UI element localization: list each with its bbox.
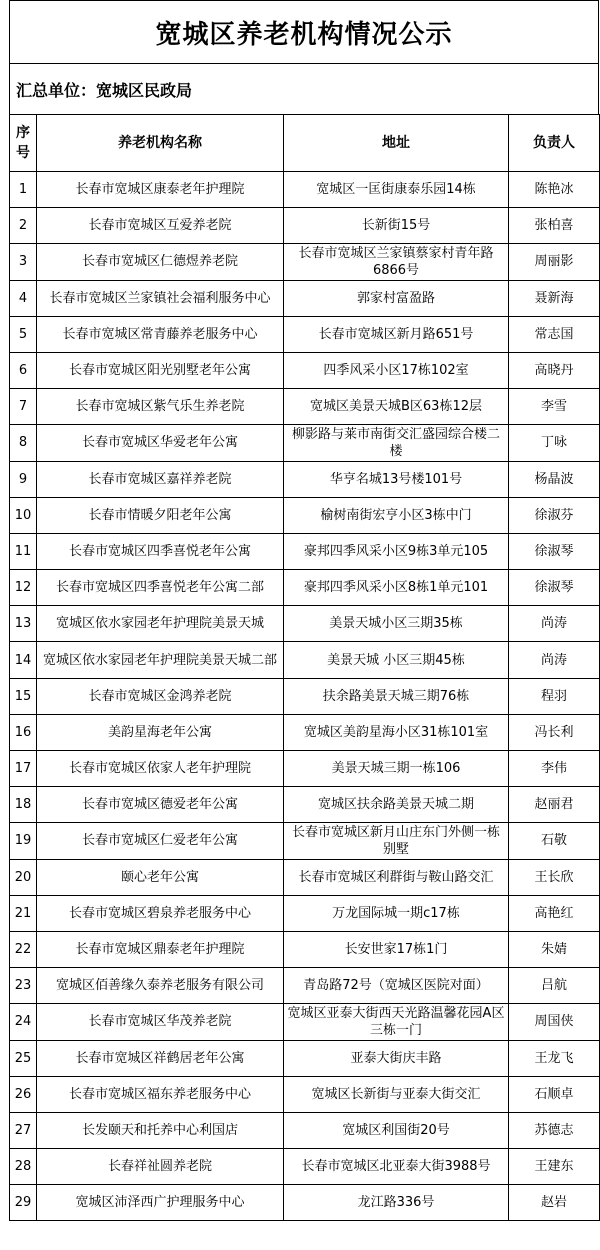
table-row — [10, 533, 600, 569]
cell-address: 长新街15号 — [284, 208, 509, 244]
notice-sheet — [9, 0, 599, 1221]
cell-name: 长春市宽城区四季喜悦老年公寓二部 — [37, 570, 284, 606]
table-row — [10, 1040, 600, 1076]
table-row — [10, 570, 600, 606]
cell-responsible: 陈艳冰 — [509, 172, 600, 208]
cell-responsible: 苏德志 — [509, 1112, 600, 1148]
cell-responsible: 赵丽君 — [509, 787, 600, 823]
cell-responsible: 高艳红 — [509, 895, 600, 931]
cell-name: 长春市宽城区华茂养老院 — [37, 1004, 284, 1040]
cell-seq: 16 — [10, 714, 37, 750]
header-address: 地址 — [284, 115, 509, 172]
cell-address: 龙江路336号 — [284, 1185, 509, 1221]
table-row — [10, 1076, 600, 1112]
cell-responsible: 李伟 — [509, 751, 600, 787]
cell-name: 宽城区依水家园老年护理院美景天城二部 — [37, 642, 284, 678]
cell-responsible: 杨晶波 — [509, 461, 600, 497]
cell-address: 扶余路美景天城三期76栋 — [284, 678, 509, 714]
cell-address: 长春市宽城区兰家镇蔡家村青年路6866号 — [284, 244, 509, 280]
table-row — [10, 389, 600, 425]
cell-responsible: 程羽 — [509, 678, 600, 714]
table-row — [10, 1004, 600, 1040]
cell-responsible: 丁咏 — [509, 425, 600, 461]
cell-name: 长春市宽城区金鸿养老院 — [37, 678, 284, 714]
cell-responsible: 石顺卓 — [509, 1076, 600, 1112]
title-row — [9, 0, 599, 63]
cell-name: 长春市宽城区兰家镇社会福利服务中心 — [37, 280, 284, 316]
cell-responsible: 王建东 — [509, 1149, 600, 1185]
cell-responsible: 周丽影 — [509, 244, 600, 280]
cell-seq: 22 — [10, 931, 37, 967]
cell-seq: 15 — [10, 678, 37, 714]
cell-responsible: 李雪 — [509, 389, 600, 425]
cell-seq: 6 — [10, 352, 37, 388]
cell-responsible: 张柏喜 — [509, 208, 600, 244]
table-row — [10, 968, 600, 1004]
cell-address: 宽城区长新街与亚泰大街交汇 — [284, 1076, 509, 1112]
table-row — [10, 642, 600, 678]
page-title: 宽城区养老机构情况公示 — [155, 19, 453, 50]
header-responsible: 负责人 — [509, 115, 600, 172]
cell-name: 长春市宽城区阳光别墅老年公寓 — [37, 352, 284, 388]
cell-seq: 23 — [10, 968, 37, 1004]
cell-seq: 21 — [10, 895, 37, 931]
cell-name: 长春市情暖夕阳老年公寓 — [37, 497, 284, 533]
cell-seq: 3 — [10, 244, 37, 280]
cell-seq: 2 — [10, 208, 37, 244]
cell-address: 宽城区美韵星海小区31栋101室 — [284, 714, 509, 750]
cell-address: 美景天城 小区三期45栋 — [284, 642, 509, 678]
cell-address: 宽城区利国街20号 — [284, 1112, 509, 1148]
cell-name: 长春市宽城区康泰老年护理院 — [37, 172, 284, 208]
table-row — [10, 172, 600, 208]
cell-responsible: 尚涛 — [509, 642, 600, 678]
cell-seq: 29 — [10, 1185, 37, 1221]
cell-seq: 5 — [10, 316, 37, 352]
cell-address: 美景天城小区三期35栋 — [284, 606, 509, 642]
cell-seq: 4 — [10, 280, 37, 316]
cell-responsible: 徐淑琴 — [509, 570, 600, 606]
summary-unit: 汇总单位：宽城区民政局 — [16, 80, 193, 100]
cell-name: 长春祥祉圆养老院 — [37, 1149, 284, 1185]
cell-name: 长春市宽城区常青藤养老服务中心 — [37, 316, 284, 352]
cell-name: 长春市宽城区紫气乐生养老院 — [37, 389, 284, 425]
cell-name: 长春市宽城区碧泉养老服务中心 — [37, 895, 284, 931]
cell-name: 长春市宽城区仁爱老年公寓 — [37, 823, 284, 859]
cell-address: 榆树南街宏亨小区3栋中门 — [284, 497, 509, 533]
cell-seq: 26 — [10, 1076, 37, 1112]
cell-address: 郭家村富盈路 — [284, 280, 509, 316]
table-row — [10, 244, 600, 280]
cell-address: 宽城区一匡街康泰乐园14栋 — [284, 172, 509, 208]
table-header-row — [10, 115, 600, 172]
cell-address: 万龙国际城一期c17栋 — [284, 895, 509, 931]
cell-name: 美韵星海老年公寓 — [37, 714, 284, 750]
cell-address: 长安世家17栋1门 — [284, 931, 509, 967]
cell-address: 美景天城三期一栋106 — [284, 751, 509, 787]
cell-address: 四季风采小区17栋102室 — [284, 352, 509, 388]
cell-seq: 27 — [10, 1112, 37, 1148]
cell-name: 长春市宽城区鼎泰老年护理院 — [37, 931, 284, 967]
cell-name: 长发颐天和托养中心利国店 — [37, 1112, 284, 1148]
cell-responsible: 赵岩 — [509, 1185, 600, 1221]
header-seq: 序号 — [10, 115, 37, 172]
cell-name: 颐心老年公寓 — [37, 859, 284, 895]
cell-responsible: 王长欣 — [509, 859, 600, 895]
cell-address: 宽城区扶余路美景天城二期 — [284, 787, 509, 823]
cell-seq: 17 — [10, 751, 37, 787]
cell-address: 长春市宽城区新月山庄东门外侧一栋别墅 — [284, 823, 509, 859]
table-row — [10, 787, 600, 823]
table-row — [10, 352, 600, 388]
table-row — [10, 280, 600, 316]
table-row — [10, 895, 600, 931]
cell-seq: 8 — [10, 425, 37, 461]
cell-seq: 7 — [10, 389, 37, 425]
cell-name: 宽城区依水家园老年护理院美景天城 — [37, 606, 284, 642]
table-row — [10, 823, 600, 859]
cell-seq: 12 — [10, 570, 37, 606]
cell-seq: 13 — [10, 606, 37, 642]
cell-seq: 1 — [10, 172, 37, 208]
table-row — [10, 751, 600, 787]
cell-name: 长春市宽城区依家人老年护理院 — [37, 751, 284, 787]
table-row — [10, 1185, 600, 1221]
cell-responsible: 王龙飞 — [509, 1040, 600, 1076]
table-row — [10, 208, 600, 244]
cell-seq: 14 — [10, 642, 37, 678]
cell-address: 宽城区亚泰大街西天光路温馨花园A区三栋一门 — [284, 1004, 509, 1040]
cell-address: 长春市宽城区新月路651号 — [284, 316, 509, 352]
cell-seq: 10 — [10, 497, 37, 533]
table-row — [10, 461, 600, 497]
cell-seq: 18 — [10, 787, 37, 823]
cell-name: 宽城区沛泽西广护理服务中心 — [37, 1185, 284, 1221]
header-name: 养老机构名称 — [37, 115, 284, 172]
cell-address: 亚泰大街庆丰路 — [284, 1040, 509, 1076]
cell-address: 豪邦四季风采小区9栋3单元105 — [284, 533, 509, 569]
cell-name: 长春市宽城区互爱养老院 — [37, 208, 284, 244]
cell-address: 华亨名城13号楼101号 — [284, 461, 509, 497]
cell-address: 青岛路72号（宽城区医院对面） — [284, 968, 509, 1004]
table-row — [10, 316, 600, 352]
cell-name: 宽城区佰善缘久泰养老服务有限公司 — [37, 968, 284, 1004]
cell-seq: 20 — [10, 859, 37, 895]
cell-name: 长春市宽城区华爱老年公寓 — [37, 425, 284, 461]
cell-address: 柳影路与莱市南街交汇盛园综合楼二楼 — [284, 425, 509, 461]
table-row — [10, 678, 600, 714]
cell-responsible: 周国侠 — [509, 1004, 600, 1040]
cell-responsible: 冯长利 — [509, 714, 600, 750]
table-row — [10, 859, 600, 895]
cell-seq: 19 — [10, 823, 37, 859]
cell-name: 长春市宽城区四季喜悦老年公寓 — [37, 533, 284, 569]
cell-address: 长春市宽城区利群街与鞍山路交汇 — [284, 859, 509, 895]
table-row — [10, 1112, 600, 1148]
cell-address: 豪邦四季风采小区8栋1单元101 — [284, 570, 509, 606]
cell-responsible: 尚涛 — [509, 606, 600, 642]
cell-name: 长春市宽城区德爱老年公寓 — [37, 787, 284, 823]
cell-name: 长春市宽城区福东养老服务中心 — [37, 1076, 284, 1112]
table-row — [10, 714, 600, 750]
cell-responsible: 徐淑琴 — [509, 533, 600, 569]
table-row — [10, 606, 600, 642]
cell-responsible: 吕航 — [509, 968, 600, 1004]
cell-name: 长春市宽城区嘉祥养老院 — [37, 461, 284, 497]
institution-table — [9, 114, 600, 1221]
cell-seq: 11 — [10, 533, 37, 569]
table-body — [10, 172, 600, 1221]
cell-responsible: 聂新海 — [509, 280, 600, 316]
cell-seq: 24 — [10, 1004, 37, 1040]
table-row — [10, 497, 600, 533]
table-row — [10, 931, 600, 967]
table-row — [10, 425, 600, 461]
cell-address: 宽城区美景天城B区63栋12层 — [284, 389, 509, 425]
table-row — [10, 1149, 600, 1185]
cell-responsible: 朱婧 — [509, 931, 600, 967]
cell-name: 长春市宽城区祥鹤居老年公寓 — [37, 1040, 284, 1076]
cell-address: 长春市宽城区北亚泰大街3988号 — [284, 1149, 509, 1185]
cell-responsible: 高晓丹 — [509, 352, 600, 388]
cell-responsible: 常志国 — [509, 316, 600, 352]
cell-seq: 28 — [10, 1149, 37, 1185]
cell-seq: 9 — [10, 461, 37, 497]
cell-name: 长春市宽城区仁德煜养老院 — [37, 244, 284, 280]
cell-seq: 25 — [10, 1040, 37, 1076]
unit-row — [9, 63, 599, 114]
cell-responsible: 石敬 — [509, 823, 600, 859]
cell-responsible: 徐淑芬 — [509, 497, 600, 533]
